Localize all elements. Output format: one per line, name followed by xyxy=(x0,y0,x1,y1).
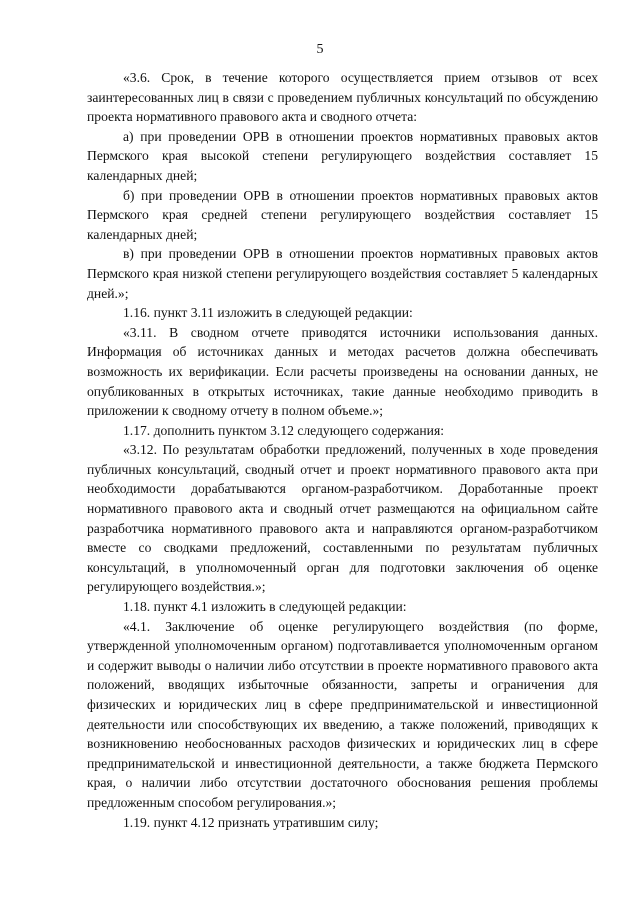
paragraph-1-19: 1.19. пункт 4.12 признать утратившим силу; xyxy=(123,814,379,830)
paragraph-3-6: «3.6. Срок, в течение которого осуществляется прием отзывов от всех заинтересованных лиц в связи с проведением публичных консультаций по обсуждению проекта нормативного правового акта и сводного отчета: xyxy=(87,70,598,125)
paragraph-4-1: «4.1. Заключение об оценке регулирующего воздействия (по форме, утвержденной уполномоченным органом) подготавливается уполномоченным органом и содержит выводы о наличии либо отсутствии в проекте нормативного правового акта положений, вводящих избыточные обязанности, запреты и ограничения для физических и юридических лиц в сфере предпринимательской и инвестиционной деятельности или способствующих их введению, а также положений, приводящих к возникновению необоснованных расходов физических и юридических лиц в сфере предпринимательской и инвестиционной деятельности, а также бюджета Пермского края, о наличии либо отсутствии достаточного обоснования решения проблемы предложенным способом регулирования.»; xyxy=(87,618,598,810)
paragraph-1-17: 1.17. дополнить пунктом 3.12 следующего содержания: xyxy=(123,422,444,438)
paragraph-1-16: 1.16. пункт 3.11 изложить в следующей редакции: xyxy=(123,305,413,321)
paragraph-3-6-v: в) при проведении ОРВ в отношении проектов нормативных правовых актов Пермского края низкой степени регулирующего воздействия составляет 5 календарных дней.»; xyxy=(87,246,598,301)
paragraph-3-12: «3.12. По результатам обработки предложений, полученных в ходе проведения публичных консультаций, сводный отчет и проект нормативного правового акта при необходимости дорабатываются органом-разработчиком. Доработанные проект нормативного правового акта и сводный отчет размещаются на официальном сайте разработчика нормативного правового акта и направляются органом-разработчиком вместе со сводками предложений, составленными по результатам публичных консультаций, в уполномоченный орган для подготовки заключения об оценке регулирующего воздействия.»; xyxy=(87,442,598,595)
paragraph-3-11: «3.11. В сводном отчете приводятся источники использования данных. Информация об источниках данных и методах расчетов должна обеспечивать возможность их верификации. Если расчеты произведены на основании данных, не опубликованных в открытых источниках, такие данные необходимо приводить в приложении к сводному отчету в полном объеме.»; xyxy=(87,324,598,419)
paragraph-3-6-b: б) при проведении ОРВ в отношении проектов нормативных правовых актов Пермского края средней степени регулирующего воздействия составляет 15 календарных дней; xyxy=(87,187,598,242)
paragraph-1-18: 1.18. пункт 4.1 изложить в следующей редакции: xyxy=(123,599,407,615)
paragraph-3-6-a: а) при проведении ОРВ в отношении проектов нормативных правовых актов Пермского края высокой степени регулирующего воздействия составляет 15 календарных дней; xyxy=(87,128,598,183)
page-number: 5 xyxy=(316,42,324,57)
document-body xyxy=(87,68,598,832)
